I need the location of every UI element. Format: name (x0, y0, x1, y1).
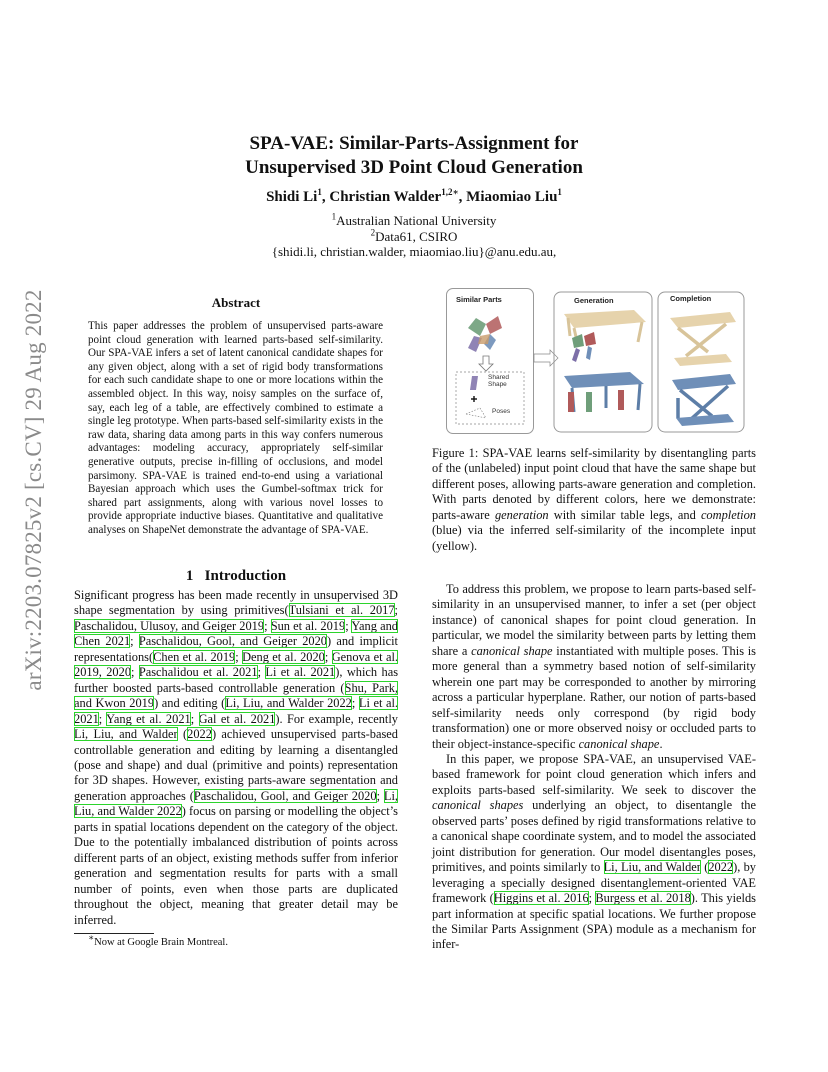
citation-link[interactable]: Genova et al. 2019, 2020 (74, 649, 398, 680)
figure-graphics (446, 288, 746, 434)
author-affil-mark: 1,2∗ (441, 187, 459, 197)
affil-text: Data61, CSIRO (375, 229, 458, 244)
citation-link[interactable]: Li, Liu, and Walder 2022 (225, 696, 352, 711)
citation-link[interactable]: Sun et al. 2019 (270, 618, 346, 633)
author-list: Shidi Li$^1$, Christian Walder$^{1,2∗}$, Miaomiao Liu$^1$ (266, 187, 562, 205)
citation-link[interactable]: Yang et al. 2021 (106, 711, 191, 726)
panel-label-generation: Generation (574, 296, 614, 305)
abstract-heading: Abstract (211, 295, 261, 310)
label-shared-shape (488, 374, 509, 388)
citation-link[interactable]: Deng et al. 2020 (242, 649, 325, 664)
citation-link[interactable]: Paschalidou et al. 2021 (138, 665, 258, 680)
citation-link[interactable]: Li et al. 2021 (74, 696, 398, 726)
citation-link[interactable]: Li, Liu, and Walder (74, 727, 178, 742)
citation-link[interactable]: Li, Liu, and Walder (603, 860, 701, 875)
citation-link[interactable]: Chen et al. 2019 (153, 649, 236, 664)
citation-link[interactable]: Li et al. 2021 (265, 665, 336, 680)
title-line-1: SPA-VAE: Similar-Parts-Assignment for (249, 133, 579, 154)
citation-link[interactable]: Paschalidou, Gool, and Geiger 2020 (193, 788, 377, 803)
section-heading-introduction (74, 568, 398, 585)
label-poses: Poses (492, 408, 511, 415)
author-name: Christian Walder (329, 189, 442, 205)
affiliation-1 (0, 213, 828, 229)
section-title: Introduction (204, 568, 287, 584)
citation-link[interactable]: Burgess et al. 2018 (595, 891, 691, 906)
citation-link[interactable]: Yang and Chen 2021 (74, 618, 398, 649)
intro-paragraph-1: Significant progress has been made recently in unsupervised 3D shape segmentation by using primitives(Tulsiani et al. 2017; Paschalidou, Ulusoy, and Geiger 2019; Sun et al. 2019; Yang and Chen 2021; Paschalidou, Gool, and Geiger 2020) and implicit representations(Chen et al. 2019; Deng et al. 2020; Genova et al. 2019, 2020; Paschalidou et al. 2021; Li et al. 2021), which has further boosted parts-based controllable generation (Shu, Park, and Kwon 2019) and editing (Li, Liu, and Walder 2022; Li et al. 2021; Yang et al. 2021; Gal et al. 2021). For example, recently Li, Liu, and Walder (2022) achieved unsupervised parts-based controllable generation and editing by learning a disentangled (pose and shape) and dual (primitive and points) representation for 3D shapes. However, existing parts-aware segmentation and generation approaches (Paschalidou, Gool, and Geiger 2020; Li, Liu, and Walder 2022) focus on parsing or modelling the object’s parts in spatial locations dependent on the category of the object. Due to the potentially imbalanced distribution of points across different parts of an object, existing methods suffer from inferior generation and segmentation results for parts with a small number of points, even when those parts are duplicated throughout the object, meaning that greater detail may be inferred. (74, 588, 399, 927)
caption-text: (blue) via the inferred self-similarity of the incomplete input (yellow). (432, 523, 756, 553)
citation-link[interactable]: Gal et al. 2021 (198, 711, 276, 726)
citation-link[interactable]: Li, Liu, and Walder 2022 (74, 788, 398, 819)
intro-paragraph-3: In this paper, we propose SPA-VAE, an unsupervised VAE-based framework for point cloud generation which infers and exploits parts-based self-similarity. We seek to discover the canonical shapes underlying an object, to disentangle the observed parts’ poses defined by rigid transformations relative to a canonical shape coordinate system, and to model the associated joint distribution for generation. Our model disentangles poses, primitives, and points similarly to Li, Liu, and Walder (2022), by leveraging a specially designed disentanglement-oriented VAE framework (Higgins et al. 2016; Burgess et al. 2018). This yields part information at specific spatial locations. We further propose the Similar Parts Assignment (SPA) module as a mechanism for infer- (432, 751, 756, 952)
affil-text: Australian National University (336, 213, 497, 228)
citation-link[interactable]: 2022 (708, 860, 734, 875)
caption-emphasis: generation (494, 507, 549, 522)
panel-label-similar-parts: Similar Parts (456, 295, 502, 304)
footnote-text: Now at Google Brain Montreal. (94, 937, 228, 948)
affil-mark: 1 (331, 211, 337, 222)
citation-link[interactable]: Higgins et al. 2016 (493, 891, 589, 906)
section-number: 1 (185, 568, 194, 584)
author-affil-mark: 1 (317, 187, 322, 197)
footnote-mark: ∗ (88, 932, 95, 943)
author-name: Shidi Li (266, 189, 318, 205)
citation-link[interactable]: Paschalidou, Ulusoy, and Geiger 2019 (74, 618, 265, 633)
citation-link[interactable]: 2022 (187, 727, 212, 742)
paper-title (0, 132, 828, 180)
label-shared: Shared (488, 374, 509, 381)
author-affil-mark: 1 (557, 187, 562, 197)
arxiv-id-text: arXiv:2203.07825v2 [cs.CV] 29 Aug 2022 (21, 289, 46, 691)
figure-1-caption (432, 446, 756, 554)
abstract-text: This paper addresses the problem of unsupervised parts-aware point cloud generation with learned parts-based self-similarity. Our SPA-VAE infers a set of latent canonical candidate shapes for any given object, along with a set of rigid body transformations for each such candidate shape to one or more locations within the assembled object. In this way, noisy samples on the surface of, say, each leg of a table, are effectively combined to estimate a single leg prototype. When parts-based self-similarity exists in the raw data, sharing data among parts in this way confers numerous advantages: modeling accuracy, appropriately self-similar generative outputs, precise in-filling of occlusions, and model parsimony. SPA-VAE is trained end-to-end using a variational Bayesian approach which uses the Gumbel-softmax trick for shared part assignments, along with various novel losses to provide appropriate inductive biases. Quantitative and qualitative analyses on ShapeNet demonstrate the advantage of SPA-VAE. (88, 320, 383, 536)
similar-parts-cluster (468, 316, 502, 352)
citation-link[interactable]: Shu, Park, and Kwon 2019 (74, 680, 398, 711)
footnote-rule (74, 933, 154, 934)
citation-link[interactable]: Tulsiani et al. 2017 (288, 603, 395, 618)
label-shape: Shape (488, 381, 507, 388)
footnote (88, 932, 228, 948)
title-line-2: Unsupervised 3D Point Cloud Generation (245, 157, 583, 178)
intro-paragraph-2: To address this problem, we propose to learn parts-based self-similarity in an unsupervised manner, to infer a set (per object instance) of canonical shapes for point cloud generation. In particular, we model the similarity between parts by letting them share a canonical shape instantiated with multiple poses. This is more general than a symmetry based notion of self-similarity wherein one part may be corresponded to another by mirroring across a particular hyperplane. Rather, our notion of parts-based self-similarity needs only correspond (by rigid body transformation) one or more observed noisy or occluded parts to their object-instance-specific canonical shape. (432, 582, 756, 751)
arxiv-identifier (16, 280, 52, 700)
author-name: Miaomiao Liu (466, 189, 558, 205)
affil-mark: 2 (370, 227, 376, 238)
caption-text: Figure 1: SPA-VAE learns self-similarity by disentangling parts of the (unlabeled) input point cloud that have the same shape but different poses, allowing parts-aware generation and completion. With parts denoted by different colors, here we demonstrate: parts-aware (432, 446, 756, 522)
panel-label-completion: Completion (670, 294, 712, 303)
author-emails: {shidi.li, christian.walder, miaomiao.liu}@anu.edu.au, (271, 244, 557, 259)
intro-left-column (74, 588, 398, 928)
intro-right-column (432, 582, 756, 953)
caption-emphasis: completion (700, 507, 756, 522)
caption-text: with similar table legs, and (548, 507, 701, 522)
citation-link[interactable]: Paschalidou, Gool, and Geiger 2020 (138, 634, 327, 649)
affiliation-2 (0, 229, 828, 245)
figure-1 (446, 288, 746, 434)
